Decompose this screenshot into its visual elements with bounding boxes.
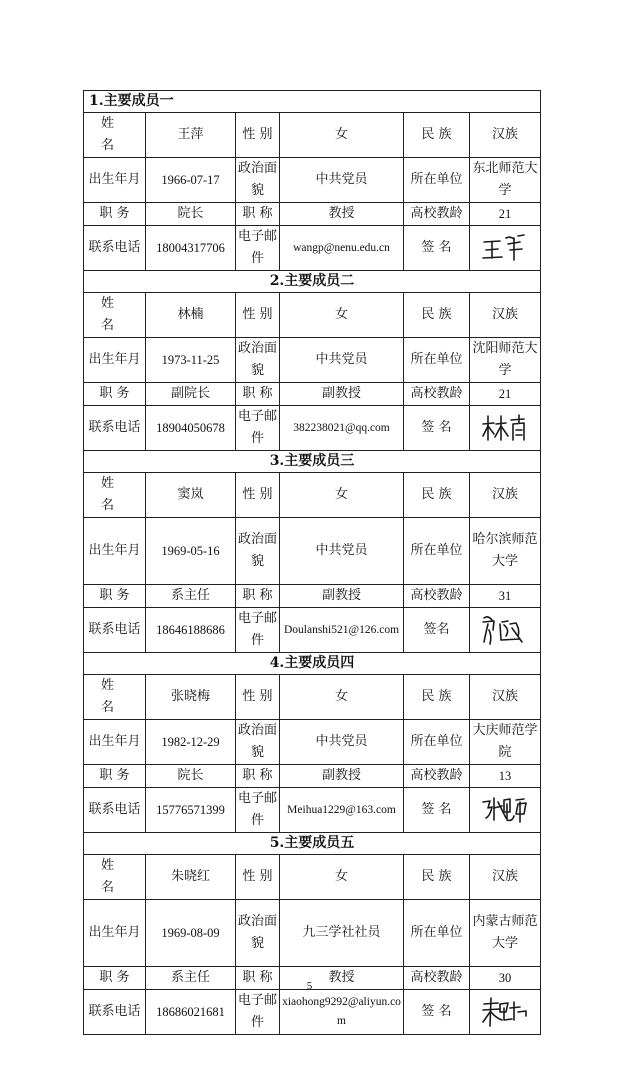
email-value: 382238021@qq.com xyxy=(280,406,404,451)
table-row xyxy=(84,113,541,158)
position-value: 副院长 xyxy=(146,383,236,406)
table-row xyxy=(84,383,541,406)
phone-label: 联系电话 xyxy=(84,406,146,451)
section-title: 1.主要成员一 xyxy=(84,91,541,113)
handwritten-signature xyxy=(479,410,531,446)
table-row xyxy=(84,271,541,293)
title-value: 副教授 xyxy=(280,765,404,788)
name-label: 姓 名 xyxy=(84,293,146,338)
title-value: 副教授 xyxy=(280,383,404,406)
unit-value: 沈阳师范大学 xyxy=(470,338,541,383)
title-value: 教授 xyxy=(280,967,404,990)
birth-value: 1969-05-16 xyxy=(146,518,236,585)
signature-image xyxy=(470,990,541,1035)
name-label: 姓 名 xyxy=(84,675,146,720)
table-row xyxy=(84,91,541,113)
birth-label: 出生年月 xyxy=(84,158,146,203)
birth-value: 1982-12-29 xyxy=(146,720,236,765)
gender-value: 女 xyxy=(280,293,404,338)
table-row xyxy=(84,451,541,473)
politics-value: 中共党员 xyxy=(280,720,404,765)
politics-value: 中共党员 xyxy=(280,158,404,203)
member-table-body xyxy=(84,91,541,1035)
table-row xyxy=(84,833,541,855)
title-label: 职 称 xyxy=(236,765,280,788)
gender-label: 性 别 xyxy=(236,855,280,900)
title-label: 职 称 xyxy=(236,967,280,990)
ethnicity-value: 汉族 xyxy=(470,473,541,518)
table-row xyxy=(84,653,541,675)
teaching-years-value: 31 xyxy=(470,585,541,608)
birth-label: 出生年月 xyxy=(84,900,146,967)
table-row xyxy=(84,855,541,900)
email-value: Doulanshi521@126.com xyxy=(280,608,404,653)
gender-value: 女 xyxy=(280,473,404,518)
name-value: 窦岚 xyxy=(146,473,236,518)
gender-label: 性 别 xyxy=(236,675,280,720)
email-label: 电子邮件 xyxy=(236,788,280,833)
phone-label: 联系电话 xyxy=(84,608,146,653)
phone-value: 18686021681 xyxy=(146,990,236,1035)
politics-label: 政治面貌 xyxy=(236,338,280,383)
unit-label: 所在单位 xyxy=(404,158,470,203)
politics-label: 政治面貌 xyxy=(236,518,280,585)
phone-value: 18646188686 xyxy=(146,608,236,653)
unit-value: 内蒙古师范大学 xyxy=(470,900,541,967)
birth-label: 出生年月 xyxy=(84,720,146,765)
name-label: 姓 名 xyxy=(84,113,146,158)
section-title: 3.主要成员三 xyxy=(84,451,541,473)
table-row xyxy=(84,158,541,203)
unit-label: 所在单位 xyxy=(404,518,470,585)
table-row xyxy=(84,473,541,518)
signature-label: 签 名 xyxy=(404,226,470,271)
section-title: 5.主要成员五 xyxy=(84,833,541,855)
ethnicity-value: 汉族 xyxy=(470,293,541,338)
handwritten-signature xyxy=(479,612,531,648)
name-value: 朱晓红 xyxy=(146,855,236,900)
teaching-years-label: 高校教龄 xyxy=(404,585,470,608)
gender-label: 性 别 xyxy=(236,473,280,518)
table-row xyxy=(84,608,541,653)
unit-label: 所在单位 xyxy=(404,338,470,383)
politics-label: 政治面貌 xyxy=(236,720,280,765)
teaching-years-value: 13 xyxy=(470,765,541,788)
position-value: 系主任 xyxy=(146,585,236,608)
name-label: 姓 名 xyxy=(84,473,146,518)
section-title: 4.主要成员四 xyxy=(84,653,541,675)
unit-label: 所在单位 xyxy=(404,720,470,765)
email-label: 电子邮件 xyxy=(236,608,280,653)
signature-label: 签 名 xyxy=(404,406,470,451)
table-row xyxy=(84,338,541,383)
position-value: 院长 xyxy=(146,203,236,226)
title-label: 职 称 xyxy=(236,203,280,226)
member-table-document xyxy=(83,90,540,1035)
phone-label: 联系电话 xyxy=(84,990,146,1035)
name-label: 姓 名 xyxy=(84,855,146,900)
gender-value: 女 xyxy=(280,675,404,720)
ethnicity-value: 汉族 xyxy=(470,855,541,900)
signature-image xyxy=(470,788,541,833)
title-label: 职 称 xyxy=(236,383,280,406)
birth-value: 1966-07-17 xyxy=(146,158,236,203)
phone-value: 18904050678 xyxy=(146,406,236,451)
gender-label: 性 别 xyxy=(236,113,280,158)
unit-value: 大庆师范学院 xyxy=(470,720,541,765)
teaching-years-value: 30 xyxy=(470,967,541,990)
position-label: 职 务 xyxy=(84,967,146,990)
politics-label: 政治面貌 xyxy=(236,158,280,203)
phone-label: 联系电话 xyxy=(84,226,146,271)
birth-label: 出生年月 xyxy=(84,338,146,383)
handwritten-signature xyxy=(479,230,531,266)
teaching-years-label: 高校教龄 xyxy=(404,203,470,226)
ethnicity-label: 民 族 xyxy=(404,293,470,338)
teaching-years-label: 高校教龄 xyxy=(404,765,470,788)
ethnicity-label: 民 族 xyxy=(404,675,470,720)
email-label: 电子邮件 xyxy=(236,406,280,451)
teaching-years-value: 21 xyxy=(470,383,541,406)
table-row xyxy=(84,293,541,338)
gender-value: 女 xyxy=(280,113,404,158)
unit-value: 哈尔滨师范大学 xyxy=(470,518,541,585)
ethnicity-label: 民 族 xyxy=(404,473,470,518)
gender-value: 女 xyxy=(280,855,404,900)
phone-label: 联系电话 xyxy=(84,788,146,833)
politics-value: 九三学社社员 xyxy=(280,900,404,967)
name-value: 张晓梅 xyxy=(146,675,236,720)
table-row xyxy=(84,406,541,451)
handwritten-signature xyxy=(479,792,531,828)
birth-value: 1973-11-25 xyxy=(146,338,236,383)
table-row xyxy=(84,788,541,833)
ethnicity-value: 汉族 xyxy=(470,113,541,158)
gender-label: 性 别 xyxy=(236,293,280,338)
email-value: Meihua1229@163.com xyxy=(280,788,404,833)
title-label: 职 称 xyxy=(236,585,280,608)
politics-label: 政治面貌 xyxy=(236,900,280,967)
position-value: 院长 xyxy=(146,765,236,788)
ethnicity-label: 民 族 xyxy=(404,855,470,900)
name-value: 林楠 xyxy=(146,293,236,338)
table-row xyxy=(84,203,541,226)
email-label: 电子邮件 xyxy=(236,226,280,271)
teaching-years-value: 21 xyxy=(470,203,541,226)
position-label: 职 务 xyxy=(84,383,146,406)
signature-image xyxy=(470,226,541,271)
name-value: 王萍 xyxy=(146,113,236,158)
email-value: wangp@nenu.edu.cn xyxy=(280,226,404,271)
table-row xyxy=(84,765,541,788)
unit-value: 东北师范大学 xyxy=(470,158,541,203)
handwritten-signature xyxy=(479,994,531,1030)
politics-value: 中共党员 xyxy=(280,518,404,585)
ethnicity-value: 汉族 xyxy=(470,675,541,720)
table-row xyxy=(84,226,541,271)
table-row xyxy=(84,900,541,967)
position-value: 系主任 xyxy=(146,967,236,990)
position-label: 职 务 xyxy=(84,765,146,788)
politics-value: 中共党员 xyxy=(280,338,404,383)
table-row xyxy=(84,720,541,765)
signature-image xyxy=(470,608,541,653)
email-value: xiaohong9292@aliyun.com xyxy=(280,990,404,1035)
member-table xyxy=(83,90,541,1035)
title-value: 副教授 xyxy=(280,585,404,608)
phone-value: 15776571399 xyxy=(146,788,236,833)
phone-value: 18004317706 xyxy=(146,226,236,271)
table-row xyxy=(84,675,541,720)
position-label: 职 务 xyxy=(84,585,146,608)
signature-image xyxy=(470,406,541,451)
ethnicity-label: 民 族 xyxy=(404,113,470,158)
teaching-years-label: 高校教龄 xyxy=(404,383,470,406)
signature-label: 签名 xyxy=(404,608,470,653)
signature-label: 签 名 xyxy=(404,990,470,1035)
email-label: 电子邮件 xyxy=(236,990,280,1035)
teaching-years-label: 高校教龄 xyxy=(404,967,470,990)
section-title: 2.主要成员二 xyxy=(84,271,541,293)
table-row xyxy=(84,518,541,585)
title-value: 教授 xyxy=(280,203,404,226)
birth-label: 出生年月 xyxy=(84,518,146,585)
unit-label: 所在单位 xyxy=(404,900,470,967)
page-number: 5 xyxy=(306,980,313,992)
signature-label: 签 名 xyxy=(404,788,470,833)
table-row xyxy=(84,990,541,1035)
birth-value: 1969-08-09 xyxy=(146,900,236,967)
position-label: 职 务 xyxy=(84,203,146,226)
table-row xyxy=(84,585,541,608)
